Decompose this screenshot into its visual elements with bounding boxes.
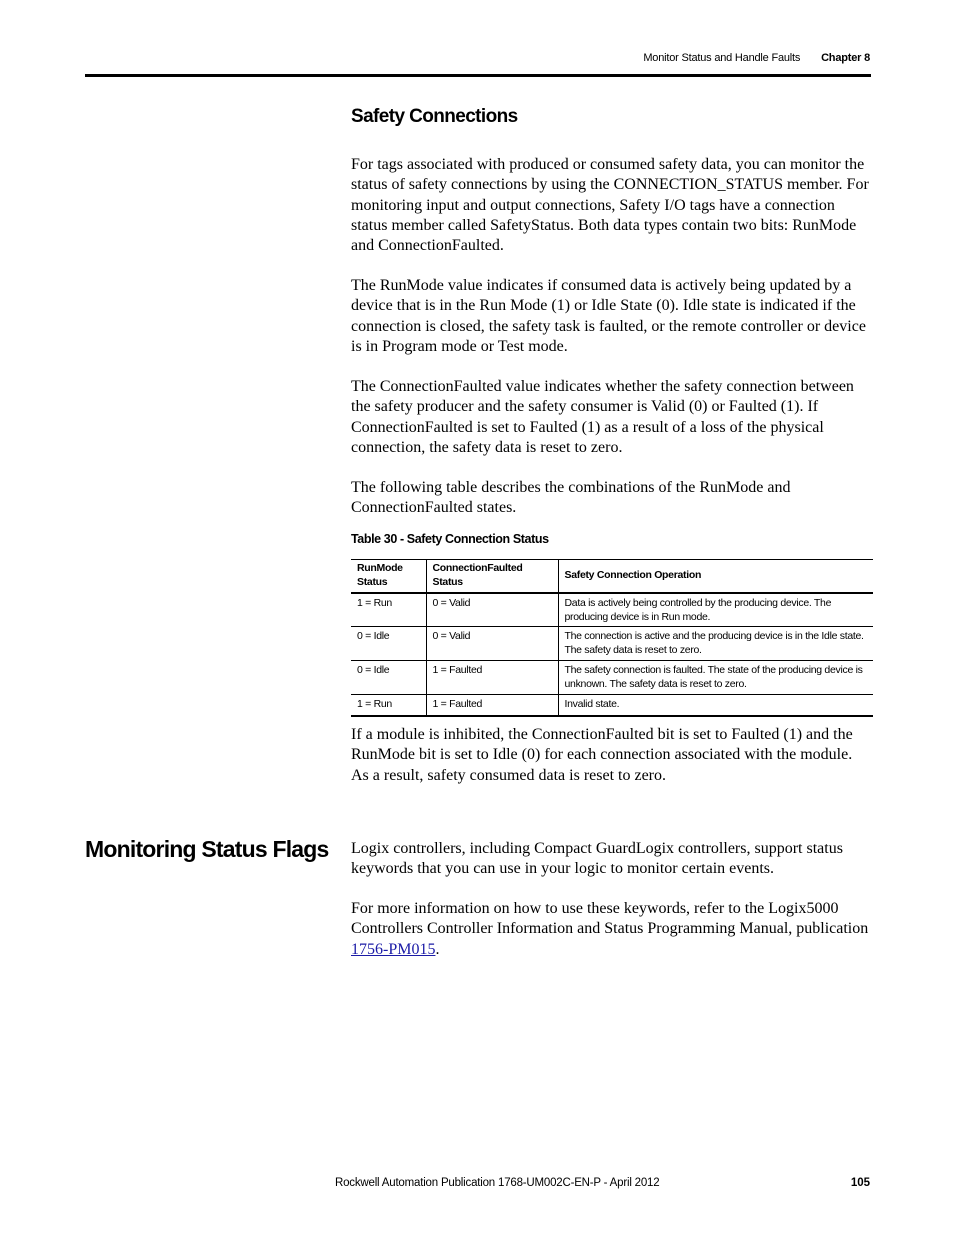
monitoring-paragraph-2	[351, 899, 873, 960]
header-line: Status	[357, 575, 388, 588]
safety-paragraph-4: The following table describes the combinations of the RunMode and ConnectionFaulted states.	[351, 479, 791, 517]
safety-paragraph-1: For tags associated with produced or consumed safety data, you can monitor the status of safety connections by using the CONNECTION_STATUS member. For monitoring input and output connections, Safety I/O tags have a connection status member called SafetyStatus. Both data types contain two bits: RunMode and ConnectionFaulted.	[351, 156, 869, 255]
cell-line: producing device is in Run mode.	[564, 610, 711, 623]
header-connectionfaulted-status	[426, 560, 558, 593]
table-header-row	[351, 560, 873, 593]
running-header	[643, 52, 870, 64]
header-line: ConnectionFaulted	[432, 562, 523, 575]
header-section-title: Monitor Status and Handle Faults	[643, 52, 801, 64]
publication-link[interactable]: 1756-PM015	[351, 940, 436, 958]
cell-line: The connection is active and the producing device is in the Idle state.	[564, 630, 864, 642]
header-safety-connection-operation	[558, 560, 873, 593]
safety-paragraph-3: The ConnectionFaulted value indicates whether the safety connection between the safety producer and the safety consumer is Valid (0) or Faulted (1). If ConnectionFaulted is set to Faulted (1) as a result of a loss of the physical connection, the safety data is reset to zero.	[351, 378, 854, 456]
cell-runmode: 1 = Run	[351, 695, 426, 716]
cell-operation	[558, 593, 873, 627]
monitoring-paragraph-1: Logix controllers, including Compact GuardLogix controllers, support status keywords that you can use in your logic to monitor certain events.	[351, 840, 843, 878]
cell-line: Data is actively being controlled by the producing device. The	[564, 596, 832, 609]
safety-connection-status-table	[351, 559, 873, 717]
table-caption: Table 30 - Safety Connection Status	[351, 532, 549, 546]
cell-line: The safety connection is faulted. The state of the producing device is	[564, 664, 863, 676]
table-row	[351, 695, 873, 716]
paragraph-text: .	[435, 940, 440, 958]
page-number: 105	[850, 1177, 870, 1189]
cell-line: unknown. The safety data is reset to zero.	[564, 678, 747, 690]
header-runmode-status	[351, 560, 426, 593]
footer-publication: Rockwell Automation Publication 1768-UM002C-EN-P - April 2012	[335, 1177, 660, 1189]
cell-operation	[558, 695, 873, 716]
safety-paragraph-2: The RunMode value indicates if consumed data is actively being updated by a device that is in the Run Mode (1) or Idle State (0). Idle state is indicated if the connection is closed, the safety task is faulted, or the remote controller or device is in Program mode or Test mode.	[351, 277, 866, 355]
header-rule	[85, 74, 871, 77]
cell-line: Invalid state.	[564, 698, 620, 710]
safety-connections-heading: Safety Connections	[351, 106, 518, 127]
cell-connectionfaulted: 0 = Valid	[426, 627, 558, 661]
inhibited-module-paragraph: If a module is inhibited, the ConnectionFaulted bit is set to Faulted (1) and the RunMode bit is set to Idle (0) for each connection associated with the module. As a result, safety consumed data is reset to zero.	[351, 726, 853, 784]
table-row	[351, 661, 873, 695]
cell-connectionfaulted: 1 = Faulted	[426, 661, 558, 695]
header-line: Safety Connection Operation	[564, 569, 702, 581]
cell-runmode: 0 = Idle	[351, 661, 426, 695]
cell-connectionfaulted: 0 = Valid	[426, 593, 558, 627]
monitoring-status-flags-heading: Monitoring Status Flags	[85, 836, 329, 862]
table-row	[351, 593, 873, 627]
cell-operation	[558, 627, 873, 661]
header-chapter: Chapter 8	[821, 52, 870, 64]
cell-runmode: 1 = Run	[351, 593, 426, 627]
cell-operation	[558, 661, 873, 695]
header-line: Status	[432, 575, 463, 588]
table-row	[351, 627, 873, 661]
paragraph-text: For more information on how to use these keywords, refer to the Logix5000 Controllers Controller Information and Status Programming Manual, publication	[351, 900, 869, 938]
header-line: RunMode	[357, 562, 403, 575]
cell-runmode: 0 = Idle	[351, 627, 426, 661]
cell-line: The safety data is reset to zero.	[564, 644, 702, 656]
cell-connectionfaulted: 1 = Faulted	[426, 695, 558, 716]
